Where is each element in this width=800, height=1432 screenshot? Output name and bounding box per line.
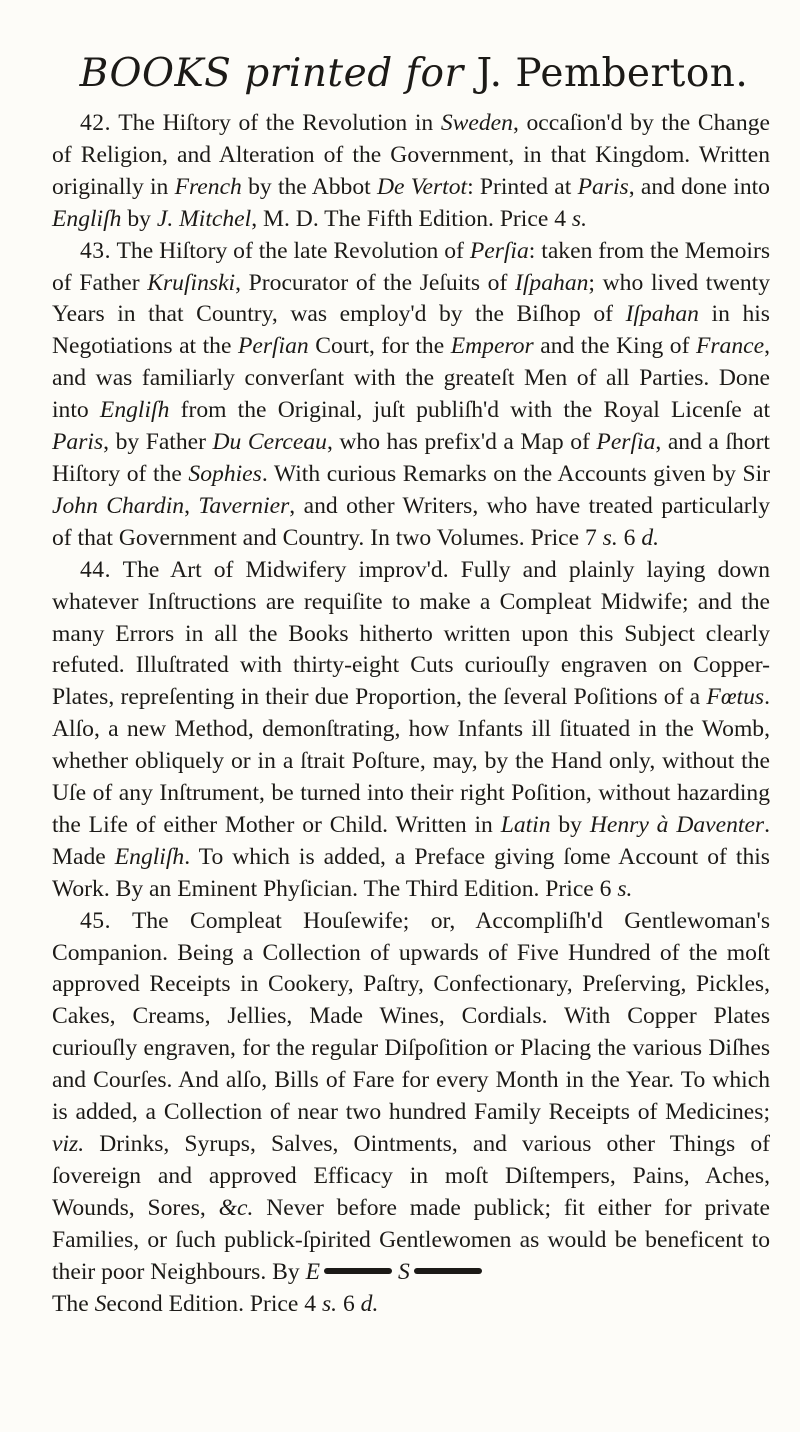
- italic-text: S: [94, 1290, 107, 1317]
- italic-text: s.: [602, 524, 618, 551]
- text-run: The Compleat Houſewife; or, Accompliſh'd Gentlewoman's Companion. Being a Collection of upwards of Five Hundred of the moſt approved Receipts in Cookery, Paſtry, Confectionary, Preſerving, Pickles, Cakes, Creams, Jellies, Made Wines, Cordials. With Copper Plates curiouſly engraven, for the regular Diſpoſition or Placing the various Diſhes and Courſes. And alſo, Bills of Fare for every Month in the Year. To which is added, a Collection of near two hundred Family Receipts of Medicines;: [52, 907, 770, 1126]
- book-entry-42: [52, 108, 770, 236]
- text-run: , who has prefix'd a Map of: [326, 429, 597, 456]
- book-entry-43: [52, 236, 770, 555]
- entry-number: 42.: [80, 110, 111, 136]
- italic-text: Emperor: [450, 333, 534, 360]
- header-publisher: J. Pemberton.: [476, 51, 749, 96]
- text-run: econd Edition. Price 4: [106, 1290, 322, 1317]
- italic-text: Fœtus: [706, 684, 765, 711]
- italic-text: Engliſh: [52, 205, 122, 232]
- text-run: : Printed at: [467, 173, 578, 200]
- italic-text: Perſian: [237, 333, 309, 360]
- text-run: , and a ſhort Hiſtory of the: [52, 429, 770, 487]
- book-entry-44: [52, 555, 770, 906]
- ink-smudge: [324, 1268, 392, 1274]
- italic-text: Paris: [577, 173, 629, 200]
- italic-text: Engliſh: [114, 843, 185, 870]
- entry-text: [52, 238, 770, 551]
- text-run: . With curious Remarks on the Accounts given by Sir: [261, 460, 770, 487]
- entry-text: [52, 908, 770, 1285]
- book-advertisement-list: [52, 108, 770, 1320]
- entry-number: 45.: [80, 907, 111, 934]
- italic-text: Henry à Daventer: [589, 811, 765, 838]
- text-run: Drinks, Syrups, Salves, Ointments, and various other Things of ſovereign and approved Efficacy in moſt Diſtempers, Pains, Aches, Wounds, Sores,: [52, 1131, 770, 1221]
- ink-smudge: [414, 1268, 482, 1274]
- italic-text: Perſia: [469, 237, 529, 264]
- italic-text: s.: [617, 875, 633, 902]
- book-entry-45: [52, 906, 770, 1321]
- text-run: The: [52, 1290, 95, 1317]
- entry-edition-price: [52, 1291, 378, 1317]
- italic-text: J. Mitchel: [156, 205, 252, 232]
- text-run: ; who lived twenty Years in that Country, was employ'd by the Biſhop of: [52, 269, 770, 328]
- italic-text: Latin: [500, 811, 551, 838]
- text-run: The Hiſtory of the late Revolution of: [111, 237, 470, 264]
- italic-text: d.: [641, 524, 660, 551]
- text-run: , occaſion'd by the Change of Religion, and Alteration of the Government, in that Kingdom. Written originally in: [52, 110, 771, 200]
- text-run: : taken from the Memoirs of Father: [52, 237, 770, 296]
- page-header: [52, 52, 770, 96]
- text-run: The Hiſtory of the Revolution in: [111, 110, 441, 136]
- text-run: by the Abbot: [241, 173, 377, 200]
- italic-text: s.: [571, 205, 587, 232]
- italic-text: Iſpahan: [515, 269, 589, 296]
- text-run: 6: [617, 524, 642, 551]
- text-run: Never before made publick; fit either for private Families, or ſuch publick-ſpirited Gentlewomen as would be beneficent to their poor Neighbours. By: [52, 1194, 770, 1285]
- italic-text: Iſpahan: [625, 301, 699, 328]
- text-run: , M. D. The Fifth Edition. Price 4: [251, 205, 572, 232]
- text-run: by: [121, 205, 157, 232]
- italic-text: Kruſinski: [147, 269, 236, 296]
- text-run: in his Negotiations at the: [52, 301, 770, 360]
- italic-text: Paris: [52, 429, 104, 456]
- text-run: . Made: [52, 811, 771, 870]
- italic-text: Engliſh: [99, 397, 170, 424]
- italic-text: De Vertot: [376, 173, 468, 200]
- header-books-printed-for: BOOKS printed for: [79, 51, 464, 96]
- italic-text: Tavernier: [198, 492, 290, 519]
- italic-text: &c.: [218, 1194, 254, 1221]
- text-run: , and was familiarly converſant with the greateſt Men of all Parties. Done into: [52, 333, 770, 424]
- text-run: The Art of Midwifery improv'd. Fully and plainly laying down whatever Inſtructions are requiſite to make a Compleat Midwife; and the many Errors in all the Books hitherto written upon this Subject clearly refuted. Illuſtrated with thirty-eight Cuts curiouſly engraven on Copper-Plates, repreſenting in their due Proportion, the ſeveral Poſitions of a: [52, 556, 770, 711]
- italic-text: Sophies: [188, 460, 262, 487]
- text-run: , Procurator of the Jeſuits of: [235, 269, 516, 296]
- italic-text: Du Cerceau: [212, 429, 327, 456]
- text-run: by: [550, 811, 590, 838]
- italic-text: S: [398, 1258, 410, 1285]
- italic-text: Sweden: [440, 110, 513, 136]
- text-run: ,: [184, 492, 199, 519]
- italic-text: d.: [360, 1290, 379, 1317]
- italic-text: E: [305, 1258, 321, 1285]
- entry-number: 43.: [80, 237, 111, 264]
- text-run: , by Father: [103, 429, 213, 456]
- italic-text: viz.: [52, 1131, 85, 1157]
- text-run: , and other Writers, who have treated particularly of that Government and Country. In two Volumes. Price 7: [52, 492, 771, 551]
- italic-text: France: [695, 333, 765, 360]
- entry-number: 44.: [80, 556, 111, 583]
- text-run: . Alſo, a new Method, demonſtrating, how Infants ill ſituated in the Womb, whether obliquely or in a ſtrait Poſture, may, by the Hand only, without the Uſe of any Inſtrument, be turned into their right Poſition, without hazarding the Life of either Mother or Child. Written in: [52, 684, 770, 838]
- text-run: from the Original, juſt publiſh'd with the Royal Licenſe at: [169, 397, 770, 424]
- text-run: Court, for the: [308, 333, 451, 360]
- entry-text: [52, 557, 770, 902]
- italic-text: French: [174, 173, 242, 200]
- text-run: , and done into: [628, 173, 770, 200]
- text-run: and the King of: [533, 333, 696, 360]
- text-run: . To which is added, a Preface giving ſome Account of this Work. By an Eminent Phyſician. The Third Edition. Price 6: [52, 843, 770, 902]
- entry-text: [52, 110, 770, 232]
- text-run: 6: [337, 1290, 361, 1317]
- italic-text: John Chardin: [52, 492, 185, 519]
- italic-text: Perſia: [596, 429, 656, 456]
- italic-text: s.: [321, 1290, 338, 1317]
